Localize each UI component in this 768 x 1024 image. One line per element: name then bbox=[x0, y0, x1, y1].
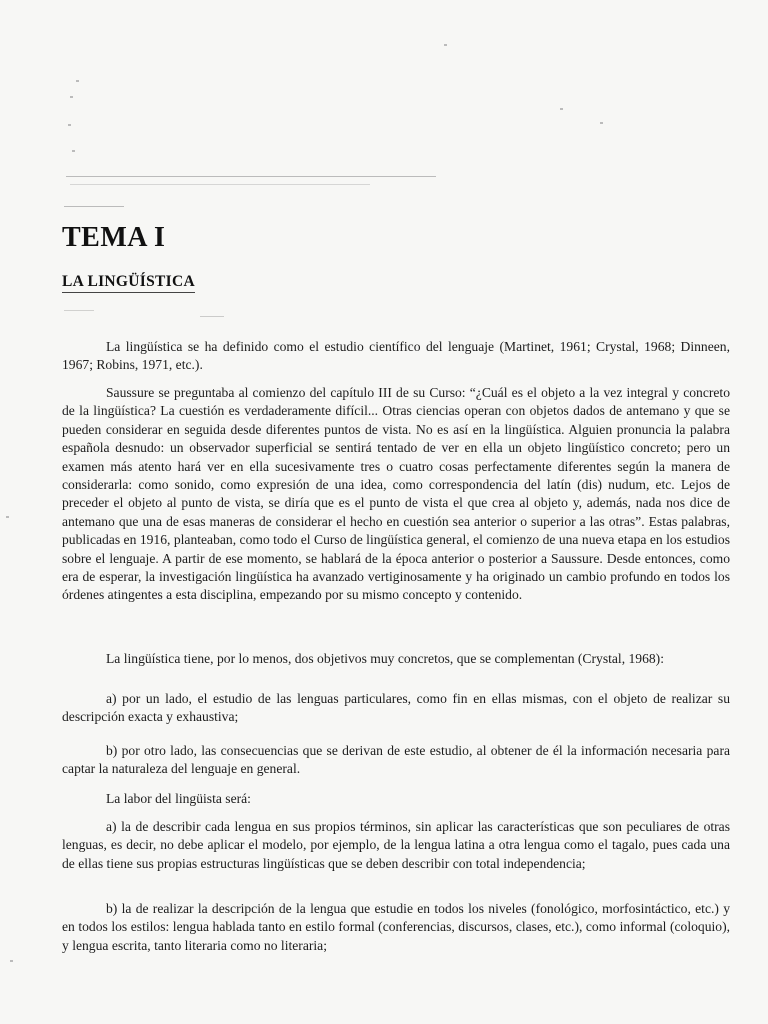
scan-artifact bbox=[64, 310, 94, 311]
scan-artifact bbox=[200, 316, 224, 317]
scan-artifact bbox=[600, 122, 603, 124]
labor-text: La labor del lingüista será: bbox=[106, 791, 251, 806]
paragraph-objectives bbox=[62, 650, 730, 668]
scan-artifact bbox=[72, 150, 75, 152]
scan-artifact bbox=[66, 176, 436, 177]
scan-artifact bbox=[6, 516, 9, 518]
objective-a: a) por un lado, el estudio de las lenguas particulares, como fin en ellas mismas, con el objeto de realizar su descripción exacta y exhaustiva; bbox=[62, 691, 730, 725]
scan-artifact bbox=[70, 184, 370, 185]
paragraph-labor bbox=[62, 790, 730, 808]
scan-artifact bbox=[68, 124, 71, 126]
scan-artifact bbox=[560, 108, 563, 110]
paragraph-definition bbox=[62, 338, 730, 375]
scan-artifact bbox=[76, 80, 79, 82]
saussure-text: Saussure se preguntaba al comienzo del capítulo III de su Curso: “¿Cuál es el objeto a la vez integral y concreto de la lingüística? La cuestión es verdaderamente difícil... Otras ciencias operan con objetos dados de antemano y que se pueden considerar en seguida desde diferentes puntos de vista. No es así en la lingüística. Alguien pronuncia la palabra española desnudo: un observador superficial se sentirá tentado de ver en ella un objeto lingüístico concreto; pero un examen más atento hará ver en ella sucesivamente tres o cuatro cosas perfectamente diferentes según la manera de considerarla: como sonido, como expresión de una idea, como correspondencia del latín (dis) nudum, etc. Lejos de preceder el objeto al punto de vista, se diría que es el punto de vista el que crea al objeto y, además, nada nos dice de antemano que una de esas maneras de considerar el hecho en cuestión sea anterior o superior a las otras”. Estas palabras, publicadas en 1916, planteaban, como todo el Curso de lingüística general, el comienzo de una nueva etapa en los estudios sobre el lenguaje. A partir de ese momento, se hablará de la época anterior o posterior a Saussure. Desde entonces, como era de esperar, la investigación lingüística ha avanzado vertiginosamente y ha originado un cambio profundo en todos los órdenes atingentes a esta disciplina, empezando por su mismo concepto y contenido. bbox=[62, 385, 730, 603]
scan-artifact bbox=[444, 44, 447, 46]
definition-text: La lingüística se ha definido como el estudio científico del lenguaje (Martinet, 1961; Crystal, 1968; Dinneen, 1967; Robins, 1971, etc.). bbox=[62, 339, 730, 373]
page-title: TEMA I bbox=[62, 222, 166, 253]
scan-artifact bbox=[70, 96, 73, 98]
task-b: b) la de realizar la descripción de la lengua que estudie en todos los niveles (fonológico, morfosintáctico, etc.) y en todos los estilos: lengua hablada tanto en estilo formal (conferencias, discursos, clases, etc.), como informal (coloquio), y lengua escrita, tanto literaria como no literaria; bbox=[62, 901, 730, 953]
objective-b: b) por otro lado, las consecuencias que se derivan de este estudio, al obtener de él la información necesaria para captar la naturaleza del lenguaje en general. bbox=[62, 743, 730, 777]
objectives-text: La lingüística tiene, por lo menos, dos objetivos muy concretos, que se complementan (Crystal, 1968): bbox=[106, 651, 664, 666]
task-a: a) la de describir cada lengua en sus propios términos, sin aplicar las características que son peculiares de otras lenguas, es decir, no debe aplicar el modelo, por ejemplo, de la lengua latina a otra lengua como el tagalo, pues cada una de ellas tiene sus propias estructuras lingüísticas que se deben describir con total independencia; bbox=[62, 819, 730, 871]
section-title: LA LINGÜÍSTICA bbox=[62, 273, 195, 290]
scan-artifact bbox=[64, 206, 124, 207]
scan-artifact bbox=[10, 960, 13, 962]
paragraph-saussure bbox=[62, 384, 730, 605]
